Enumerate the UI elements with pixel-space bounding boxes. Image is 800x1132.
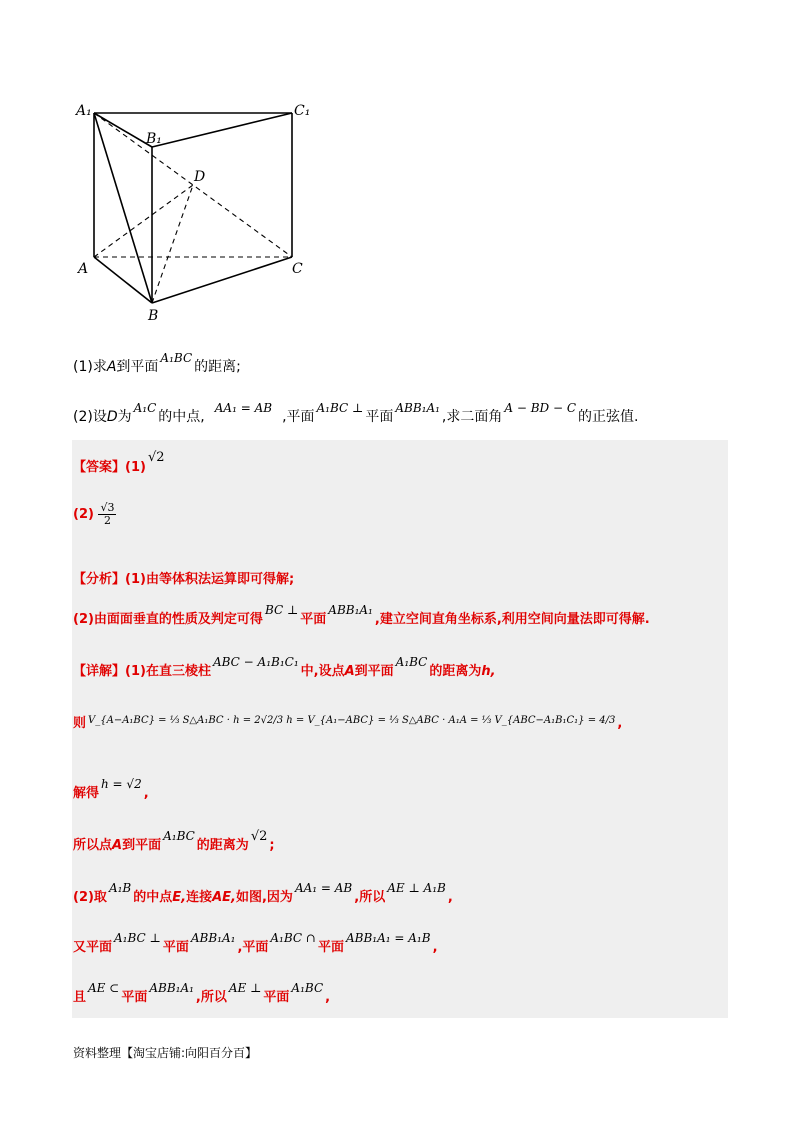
detail-line-6: 又平面A₁BC ⊥平面ABB₁A₁,平面A₁BC ∩平面ABB₁A₁ = A₁B, xyxy=(73,931,438,955)
detail-line-7: 且AE ⊂平面ABB₁A₁,所以AE ⊥平面A₁BC, xyxy=(73,981,331,1005)
label-D: D xyxy=(194,169,206,185)
question-1: (1)求A到平面A₁BC的距离; xyxy=(73,351,241,375)
detail-line-2: 则 $^{V\_\{A-A_1BC\} = \frac{1}{3} S\triangle A_1BC \cdot h = 2√2/3 h = V\_\{A_1-ABC\} = \frac{1}{3} S\triangle ABC \cdot A_1A = \frac{1}{3} V\_\{ABC-A_1B_1C_1\} = 4/3}$ , xyxy=(73,715,623,731)
edge-AD xyxy=(94,185,193,257)
label-C: C xyxy=(292,261,303,277)
answer-fraction: $\frac{√3}{2}$ xyxy=(100,501,115,527)
detail-line-3: 解得h = √2, xyxy=(73,777,149,801)
detail-line-1: 【详解】(1)在直三棱柱ABC − A₁B₁C₁中,设点A到平面A₁BC的距离为h, xyxy=(73,655,496,679)
analysis-line-2: (2)由面面垂直的性质及判定可得BC ⊥平面ABB₁A₁,建立空间直角坐标系,利用空间向量法即可得解. xyxy=(73,603,650,627)
footer-text: 资料整理【淘宝店铺:向阳百分百】 xyxy=(73,1046,258,1060)
edge-B1C1 xyxy=(152,113,292,147)
answer-line-2: (2) $\frac{√3}{2}$ xyxy=(73,501,115,527)
label-C1: C₁ xyxy=(294,103,311,119)
detail-line-4: 所以点A到平面A₁BC的距离为√2; xyxy=(73,829,275,853)
label-A1: A₁ xyxy=(76,103,92,119)
label-A: A xyxy=(78,261,89,277)
edge-BD xyxy=(152,185,193,303)
prism-figure xyxy=(72,95,322,325)
question-2: (2)设D为A₁C的中点,AA₁ = AB,平面A₁BC ⊥平面ABB₁A₁,求二面角A − BD − C的正弦值. xyxy=(73,401,639,425)
label-B: B xyxy=(148,308,159,324)
label-B1: B₁ xyxy=(146,131,162,147)
edge-BC xyxy=(152,257,292,303)
detail-line-5: (2)取A₁B的中点E,连接AE,如图,因为AA₁ = AB,所以AE ⊥ A₁B, xyxy=(73,881,453,905)
volume-formula: V_{A−A₁BC} = ⅓ S△A₁BC · h = 2√2/3 h = V_{A₁−ABC} = ⅓ S△ABC · A₁A = ⅓ V_{ABC−A₁B₁C₁} = 4/3 xyxy=(88,715,616,726)
edge-AB xyxy=(94,257,152,303)
analysis-line-1: 【分析】(1)由等体积法运算即可得解; xyxy=(73,572,295,587)
answer-line-1: 【答案】(1)√2 xyxy=(73,450,165,475)
